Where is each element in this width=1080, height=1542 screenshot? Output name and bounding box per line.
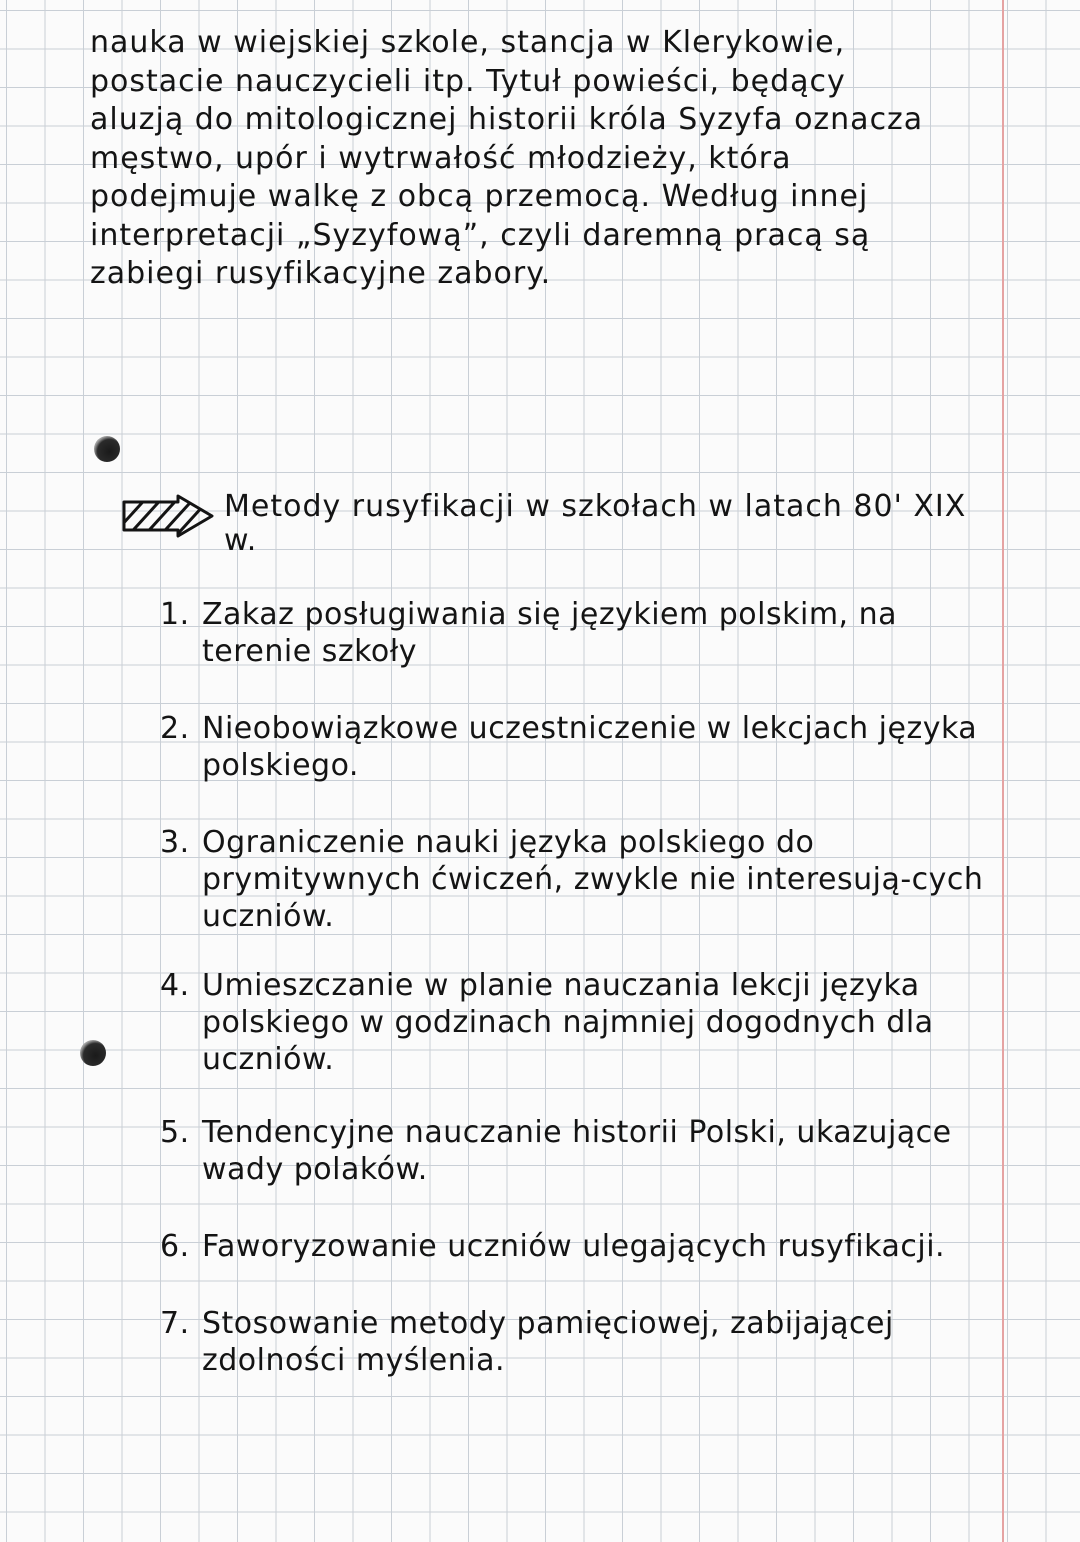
- intro-paragraph: nauka w wiejskiej szkole, stancja w Klerykowie, postacie nauczycieli itp. Tytuł powieści, będący aluzją do mitologicznej historii króla Syzyfa oznacza męstwo, upór i wytrwałość młodzieży, która podejmuje walkę z obcą przemocą. Według innej interpretacji „Syzyfową”, czyli daremną pracą są zabiegi rusyfikacyjne zabory.: [90, 25, 924, 291]
- list-item-number: 3.: [160, 825, 190, 860]
- hatched-arrow-icon: [120, 494, 216, 538]
- list-item-text: Stosowanie metody pamięciowej, zabijającej zdolności myślenia.: [202, 1306, 894, 1378]
- punch-hole-icon: [80, 1040, 106, 1066]
- list-item: [160, 1114, 990, 1188]
- list-item-number: 7.: [160, 1306, 190, 1341]
- list-item: [160, 824, 990, 935]
- list-item-number: 4.: [160, 968, 190, 1003]
- list-item: [160, 1305, 990, 1379]
- list-item-text: Umieszczanie w planie nauczania lekcji języka polskiego w godzinach najmniej dogodnych dla uczniów.: [202, 968, 934, 1077]
- list-item-text: Nieobowiązkowe uczestniczenie w lekcjach języka polskiego.: [202, 711, 978, 783]
- list-item-text: Ograniczenie nauki języka polskiego do prymitywnych ćwiczeń, zwykle nie interesują-cych uczniów.: [202, 825, 984, 934]
- list-item-number: 5.: [160, 1115, 190, 1150]
- page-margin-line: [1002, 0, 1004, 1542]
- list-item-number: 2.: [160, 711, 190, 746]
- list-item-number: 1.: [160, 597, 190, 632]
- list-item-text: Faworyzowanie uczniów ulegających rusyfikacji.: [202, 1229, 946, 1264]
- list-item: [160, 967, 990, 1078]
- list-item-number: 6.: [160, 1229, 190, 1264]
- list-item-text: Tendencyjne nauczanie historii Polski, ukazujące wady polaków.: [202, 1115, 952, 1187]
- section-heading-text: Metody rusyfikacji w szkołach w latach 80' XIX w.: [224, 489, 967, 558]
- section-heading: [120, 490, 980, 558]
- punch-hole-icon: [94, 436, 120, 462]
- list-item: [160, 596, 990, 670]
- list-item-text: Zakaz posługiwania się językiem polskim, na terenie szkoły: [202, 597, 898, 669]
- methods-list: [160, 596, 990, 1419]
- list-item: [160, 1228, 990, 1265]
- list-item: [160, 710, 990, 784]
